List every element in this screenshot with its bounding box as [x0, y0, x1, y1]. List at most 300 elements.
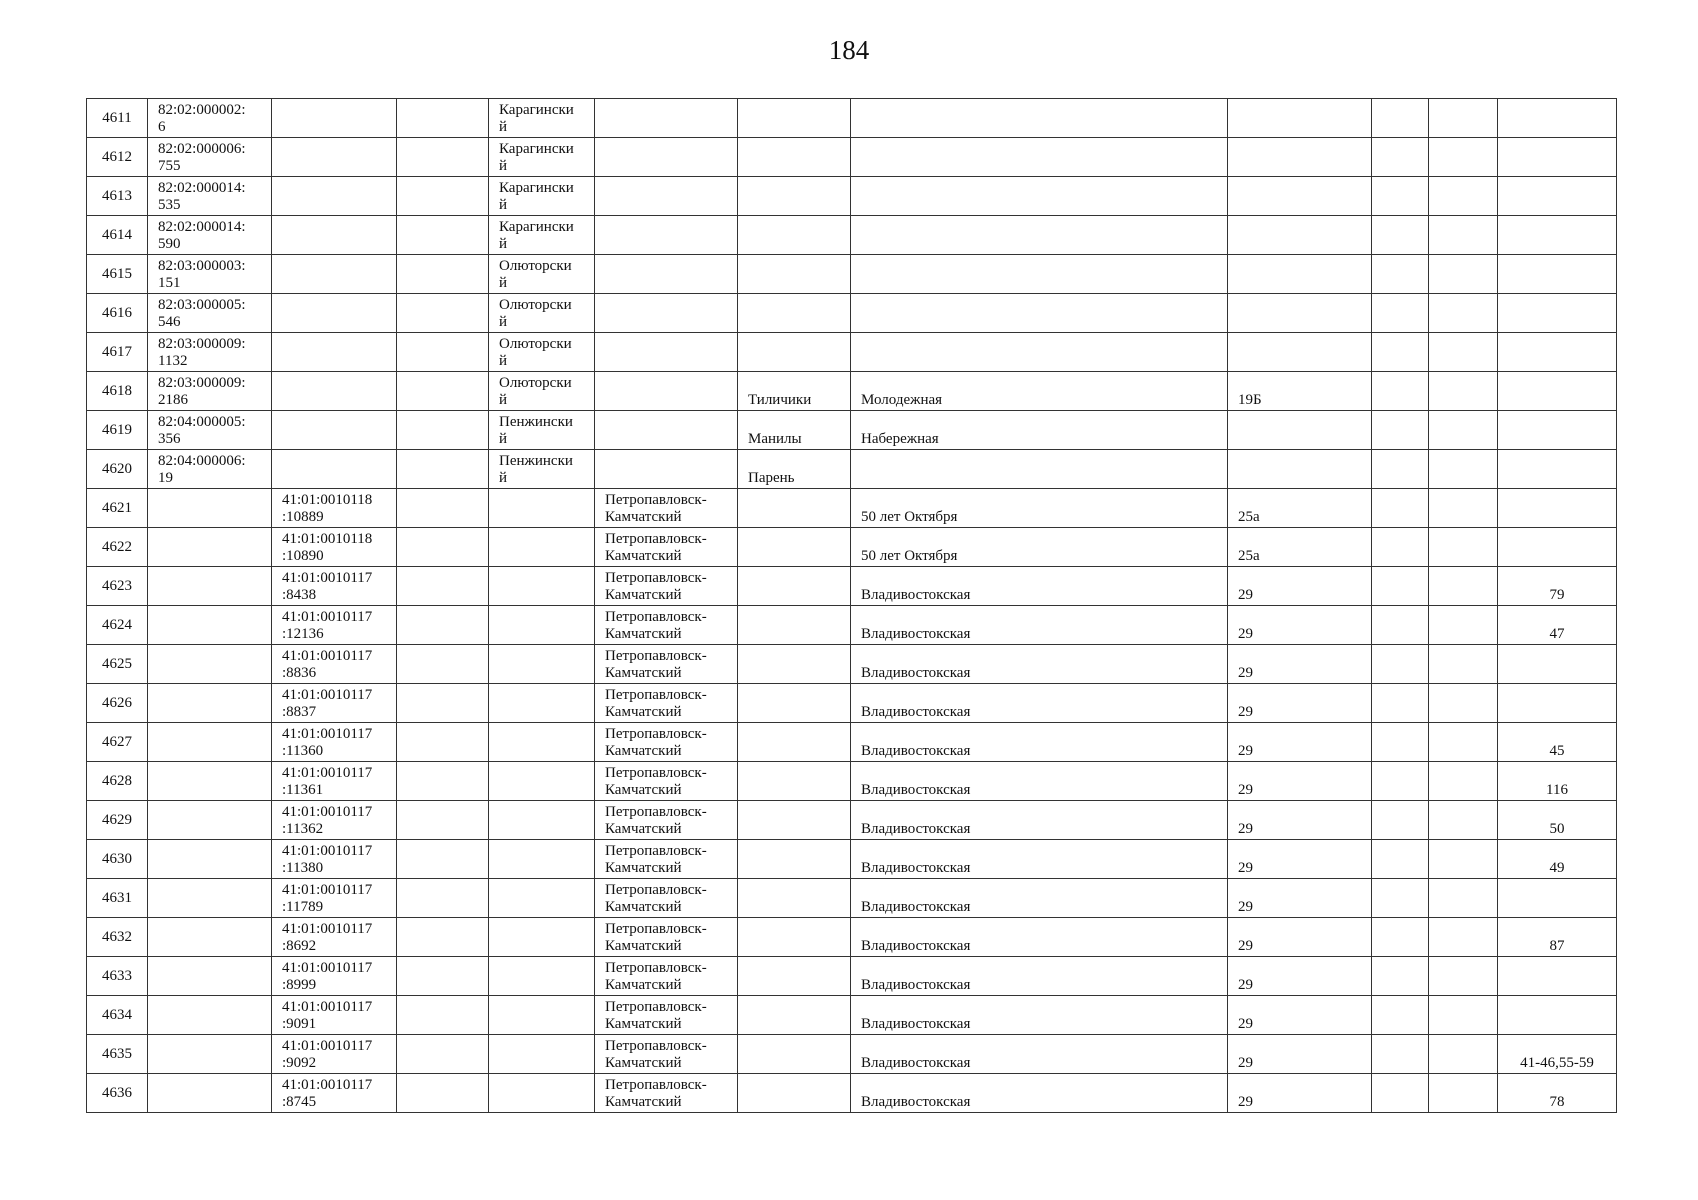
cadastral-number-cell	[272, 567, 397, 606]
extra-cell	[1429, 567, 1498, 606]
locality-cell	[738, 372, 851, 411]
locality-cell	[738, 99, 851, 138]
row-number-cell	[87, 1074, 148, 1113]
district-cell-text: Пенжински й	[499, 453, 573, 486]
table-row	[87, 957, 1617, 996]
row-number-cell-text: 4626	[102, 694, 132, 711]
settlement-cell	[595, 606, 738, 645]
locality-cell	[738, 567, 851, 606]
registry-body	[87, 99, 1617, 1113]
old-cadastral-number-cell	[148, 801, 272, 840]
settlement-cell	[595, 489, 738, 528]
cadastral-number-cell	[272, 918, 397, 957]
settlement-cell	[595, 957, 738, 996]
cadastral-number-cell	[272, 255, 397, 294]
settlement-cell-text: Петропавловск- Камчатский	[605, 1038, 707, 1071]
old-cadastral-number-cell-text: 82:04:000006: 19	[158, 453, 246, 486]
flat-cell	[1498, 918, 1617, 957]
district-cell	[489, 372, 595, 411]
old-cadastral-number-cell	[148, 918, 272, 957]
flat-cell	[1498, 879, 1617, 918]
district-cell	[489, 723, 595, 762]
building-cell	[1372, 411, 1429, 450]
empty-cell	[397, 333, 489, 372]
building-cell	[1372, 255, 1429, 294]
table-row	[87, 840, 1617, 879]
district-cell-text: Олюторски й	[499, 297, 572, 330]
district-cell	[489, 567, 595, 606]
street-cell	[851, 177, 1228, 216]
flat-cell	[1498, 411, 1617, 450]
building-cell	[1372, 333, 1429, 372]
row-number-cell-text: 4623	[102, 577, 132, 594]
flat-cell	[1498, 138, 1617, 177]
house-cell-text: 29	[1238, 977, 1253, 993]
flat-cell	[1498, 996, 1617, 1035]
district-cell	[489, 411, 595, 450]
flat-cell	[1498, 684, 1617, 723]
cadastral-number-cell	[272, 879, 397, 918]
empty-cell	[397, 450, 489, 489]
settlement-cell	[595, 1074, 738, 1113]
street-cell	[851, 723, 1228, 762]
old-cadastral-number-cell-text: 82:02:000006: 755	[158, 141, 246, 174]
cadastral-number-cell	[272, 996, 397, 1035]
old-cadastral-number-cell-text: 82:02:000014: 590	[158, 219, 246, 252]
table-row	[87, 1035, 1617, 1074]
extra-cell	[1429, 606, 1498, 645]
house-cell	[1228, 99, 1372, 138]
building-cell	[1372, 372, 1429, 411]
old-cadastral-number-cell-text: 82:03:000009: 1132	[158, 336, 246, 369]
old-cadastral-number-cell	[148, 1035, 272, 1074]
empty-cell	[397, 99, 489, 138]
building-cell	[1372, 918, 1429, 957]
empty-cell	[397, 1074, 489, 1113]
street-cell	[851, 996, 1228, 1035]
street-cell	[851, 645, 1228, 684]
old-cadastral-number-cell-text: 82:03:000009: 2186	[158, 375, 246, 408]
district-cell	[489, 606, 595, 645]
flat-cell	[1498, 567, 1617, 606]
flat-cell	[1498, 1074, 1617, 1113]
flat-cell	[1498, 723, 1617, 762]
extra-cell	[1429, 372, 1498, 411]
empty-cell	[397, 840, 489, 879]
district-cell	[489, 450, 595, 489]
empty-cell	[397, 177, 489, 216]
table-row	[87, 333, 1617, 372]
street-cell-text: Набережная	[861, 431, 939, 447]
house-cell	[1228, 177, 1372, 216]
old-cadastral-number-cell-text: 82:03:000003: 151	[158, 258, 246, 291]
locality-cell	[738, 723, 851, 762]
district-cell-text: Карагински й	[499, 219, 574, 252]
cadastral-number-cell-text: 41:01:0010117 :9091	[282, 999, 373, 1032]
old-cadastral-number-cell	[148, 411, 272, 450]
flat-cell	[1498, 762, 1617, 801]
settlement-cell-text: Петропавловск- Камчатский	[605, 765, 707, 798]
house-cell	[1228, 255, 1372, 294]
building-cell	[1372, 294, 1429, 333]
building-cell	[1372, 801, 1429, 840]
building-cell	[1372, 723, 1429, 762]
locality-cell	[738, 138, 851, 177]
flat-cell	[1498, 840, 1617, 879]
row-number-cell-text: 4629	[102, 811, 132, 828]
house-cell	[1228, 567, 1372, 606]
row-number-cell-text: 4616	[102, 304, 132, 321]
locality-cell	[738, 1035, 851, 1074]
building-cell	[1372, 879, 1429, 918]
flat-cell-text: 87	[1549, 938, 1565, 954]
old-cadastral-number-cell	[148, 138, 272, 177]
cadastral-number-cell-text: 41:01:0010117 :11789	[282, 882, 373, 915]
flat-cell-text: 45	[1549, 743, 1565, 759]
row-number-cell-text: 4625	[102, 655, 132, 672]
cadastral-number-cell-text: 41:01:0010118 :10889	[282, 492, 373, 525]
settlement-cell-text: Петропавловск- Камчатский	[605, 531, 707, 564]
building-cell	[1372, 1035, 1429, 1074]
street-cell	[851, 606, 1228, 645]
flat-cell	[1498, 255, 1617, 294]
row-number-cell-text: 4630	[102, 850, 132, 867]
house-cell-text: 29	[1238, 821, 1253, 837]
street-cell-text: Владивостокская	[861, 782, 971, 798]
cadastral-number-cell-text: 41:01:0010117 :11380	[282, 843, 373, 876]
cadastral-number-cell	[272, 840, 397, 879]
flat-cell	[1498, 294, 1617, 333]
cadastral-number-cell-text: 41:01:0010117 :8745	[282, 1077, 373, 1110]
street-cell	[851, 762, 1228, 801]
table-row	[87, 450, 1617, 489]
row-number-cell-text: 4618	[102, 382, 132, 399]
old-cadastral-number-cell	[148, 567, 272, 606]
old-cadastral-number-cell	[148, 333, 272, 372]
table-row	[87, 1074, 1617, 1113]
cadastral-number-cell	[272, 294, 397, 333]
cadastral-number-cell-text: 41:01:0010117 :11360	[282, 726, 373, 759]
settlement-cell	[595, 723, 738, 762]
cadastral-number-cell-text: 41:01:0010117 :9092	[282, 1038, 373, 1071]
row-number-cell	[87, 528, 148, 567]
street-cell-text: 50 лет Октября	[861, 509, 958, 525]
house-cell	[1228, 684, 1372, 723]
building-cell	[1372, 684, 1429, 723]
house-cell	[1228, 606, 1372, 645]
row-number-cell	[87, 411, 148, 450]
district-cell	[489, 762, 595, 801]
old-cadastral-number-cell	[148, 762, 272, 801]
district-cell	[489, 255, 595, 294]
settlement-cell	[595, 333, 738, 372]
settlement-cell	[595, 528, 738, 567]
district-cell	[489, 879, 595, 918]
row-number-cell	[87, 177, 148, 216]
street-cell	[851, 216, 1228, 255]
table-row	[87, 606, 1617, 645]
old-cadastral-number-cell-text: 82:04:000005: 356	[158, 414, 246, 447]
extra-cell	[1429, 840, 1498, 879]
house-cell	[1228, 1035, 1372, 1074]
house-cell-text: 29	[1238, 587, 1253, 603]
row-number-cell	[87, 996, 148, 1035]
cadastral-number-cell-text: 41:01:0010117 :12136	[282, 609, 373, 642]
locality-cell	[738, 606, 851, 645]
street-cell	[851, 450, 1228, 489]
row-number-cell-text: 4619	[102, 421, 132, 438]
flat-cell	[1498, 372, 1617, 411]
street-cell-text: Владивостокская	[861, 743, 971, 759]
settlement-cell	[595, 879, 738, 918]
street-cell	[851, 333, 1228, 372]
table-row	[87, 567, 1617, 606]
settlement-cell	[595, 411, 738, 450]
cadastral-number-cell	[272, 99, 397, 138]
locality-cell	[738, 801, 851, 840]
old-cadastral-number-cell	[148, 684, 272, 723]
building-cell	[1372, 996, 1429, 1035]
settlement-cell	[595, 450, 738, 489]
old-cadastral-number-cell	[148, 177, 272, 216]
cadastral-number-cell	[272, 606, 397, 645]
house-cell	[1228, 450, 1372, 489]
row-number-cell-text: 4614	[102, 226, 132, 243]
cadastral-number-cell	[272, 177, 397, 216]
street-cell-text: Владивостокская	[861, 626, 971, 642]
old-cadastral-number-cell	[148, 99, 272, 138]
cadastral-number-cell	[272, 333, 397, 372]
empty-cell	[397, 996, 489, 1035]
house-cell	[1228, 645, 1372, 684]
building-cell	[1372, 138, 1429, 177]
cadastral-number-cell	[272, 762, 397, 801]
locality-cell	[738, 762, 851, 801]
locality-cell	[738, 333, 851, 372]
flat-cell	[1498, 177, 1617, 216]
building-cell	[1372, 957, 1429, 996]
house-cell	[1228, 801, 1372, 840]
street-cell-text: Владивостокская	[861, 704, 971, 720]
district-cell	[489, 333, 595, 372]
district-cell-text: Карагински й	[499, 102, 574, 135]
settlement-cell-text: Петропавловск- Камчатский	[605, 570, 707, 603]
flat-cell	[1498, 1035, 1617, 1074]
street-cell	[851, 528, 1228, 567]
extra-cell	[1429, 450, 1498, 489]
building-cell	[1372, 1074, 1429, 1113]
row-number-cell-text: 4628	[102, 772, 132, 789]
row-number-cell-text: 4632	[102, 928, 132, 945]
row-number-cell-text: 4624	[102, 616, 132, 633]
street-cell	[851, 99, 1228, 138]
empty-cell	[397, 372, 489, 411]
house-cell	[1228, 723, 1372, 762]
district-cell	[489, 294, 595, 333]
building-cell	[1372, 762, 1429, 801]
flat-cell-text: 116	[1546, 782, 1568, 798]
house-cell	[1228, 372, 1372, 411]
settlement-cell	[595, 99, 738, 138]
locality-cell	[738, 216, 851, 255]
table-row	[87, 411, 1617, 450]
district-cell-text: Карагински й	[499, 180, 574, 213]
old-cadastral-number-cell	[148, 528, 272, 567]
table-row	[87, 645, 1617, 684]
table-row	[87, 996, 1617, 1035]
house-cell	[1228, 489, 1372, 528]
row-number-cell	[87, 216, 148, 255]
table-row	[87, 99, 1617, 138]
district-cell	[489, 801, 595, 840]
extra-cell	[1429, 1074, 1498, 1113]
extra-cell	[1429, 411, 1498, 450]
street-cell	[851, 411, 1228, 450]
building-cell	[1372, 528, 1429, 567]
district-cell	[489, 645, 595, 684]
street-cell	[851, 879, 1228, 918]
house-cell	[1228, 957, 1372, 996]
table-row	[87, 918, 1617, 957]
extra-cell	[1429, 255, 1498, 294]
extra-cell	[1429, 528, 1498, 567]
district-cell	[489, 1035, 595, 1074]
flat-cell	[1498, 489, 1617, 528]
district-cell	[489, 840, 595, 879]
flat-cell-text: 41-46,55-59	[1520, 1055, 1594, 1071]
district-cell	[489, 1074, 595, 1113]
locality-cell	[738, 255, 851, 294]
street-cell	[851, 372, 1228, 411]
row-number-cell	[87, 99, 148, 138]
district-cell	[489, 489, 595, 528]
row-number-cell-text: 4617	[102, 343, 132, 360]
settlement-cell	[595, 684, 738, 723]
settlement-cell	[595, 840, 738, 879]
empty-cell	[397, 957, 489, 996]
settlement-cell	[595, 1035, 738, 1074]
building-cell	[1372, 450, 1429, 489]
locality-cell-text: Тиличики	[748, 392, 812, 408]
registry-table	[86, 98, 1617, 1113]
district-cell	[489, 684, 595, 723]
extra-cell	[1429, 177, 1498, 216]
settlement-cell	[595, 645, 738, 684]
row-number-cell-text: 4636	[102, 1084, 132, 1101]
row-number-cell	[87, 294, 148, 333]
extra-cell	[1429, 294, 1498, 333]
house-cell-text: 29	[1238, 626, 1253, 642]
row-number-cell	[87, 372, 148, 411]
empty-cell	[397, 138, 489, 177]
row-number-cell	[87, 645, 148, 684]
settlement-cell-text: Петропавловск- Камчатский	[605, 726, 707, 759]
extra-cell	[1429, 1035, 1498, 1074]
house-cell-text: 19Б	[1238, 392, 1262, 408]
row-number-cell-text: 4631	[102, 889, 132, 906]
settlement-cell	[595, 294, 738, 333]
extra-cell	[1429, 723, 1498, 762]
locality-cell	[738, 177, 851, 216]
settlement-cell-text: Петропавловск- Камчатский	[605, 921, 707, 954]
cadastral-number-cell-text: 41:01:0010117 :11361	[282, 765, 373, 798]
house-cell	[1228, 294, 1372, 333]
street-cell-text: Владивостокская	[861, 938, 971, 954]
table-row	[87, 801, 1617, 840]
row-number-cell	[87, 333, 148, 372]
cadastral-number-cell	[272, 411, 397, 450]
street-cell	[851, 840, 1228, 879]
street-cell-text: Владивостокская	[861, 665, 971, 681]
house-cell	[1228, 138, 1372, 177]
extra-cell	[1429, 996, 1498, 1035]
table-row	[87, 879, 1617, 918]
empty-cell	[397, 411, 489, 450]
old-cadastral-number-cell	[148, 645, 272, 684]
extra-cell	[1429, 138, 1498, 177]
street-cell-text: Молодежная	[861, 392, 943, 408]
locality-cell	[738, 918, 851, 957]
house-cell-text: 29	[1238, 665, 1253, 681]
table-row	[87, 177, 1617, 216]
row-number-cell-text: 4612	[102, 148, 132, 165]
cadastral-number-cell	[272, 645, 397, 684]
street-cell-text: Владивостокская	[861, 1094, 971, 1110]
flat-cell	[1498, 801, 1617, 840]
locality-cell	[738, 996, 851, 1035]
district-cell	[489, 99, 595, 138]
street-cell	[851, 1074, 1228, 1113]
cadastral-number-cell-text: 41:01:0010117 :8438	[282, 570, 373, 603]
row-number-cell-text: 4613	[102, 187, 132, 204]
locality-cell-text: Парень	[748, 470, 795, 486]
empty-cell	[397, 489, 489, 528]
empty-cell	[397, 879, 489, 918]
row-number-cell	[87, 918, 148, 957]
house-cell	[1228, 996, 1372, 1035]
cadastral-number-cell	[272, 1035, 397, 1074]
street-cell	[851, 255, 1228, 294]
settlement-cell-text: Петропавловск- Камчатский	[605, 843, 707, 876]
house-cell-text: 29	[1238, 782, 1253, 798]
building-cell	[1372, 99, 1429, 138]
old-cadastral-number-cell	[148, 996, 272, 1035]
locality-cell	[738, 957, 851, 996]
old-cadastral-number-cell	[148, 957, 272, 996]
house-cell-text: 29	[1238, 899, 1253, 915]
row-number-cell	[87, 450, 148, 489]
street-cell-text: Владивостокская	[861, 860, 971, 876]
extra-cell	[1429, 957, 1498, 996]
district-cell-text: Пенжински й	[499, 414, 573, 447]
table-row	[87, 684, 1617, 723]
row-number-cell	[87, 684, 148, 723]
cadastral-number-cell	[272, 723, 397, 762]
empty-cell	[397, 294, 489, 333]
street-cell	[851, 684, 1228, 723]
house-cell	[1228, 840, 1372, 879]
cadastral-number-cell	[272, 528, 397, 567]
locality-cell	[738, 879, 851, 918]
street-cell	[851, 1035, 1228, 1074]
flat-cell	[1498, 333, 1617, 372]
row-number-cell-text: 4634	[102, 1006, 132, 1023]
locality-cell	[738, 294, 851, 333]
old-cadastral-number-cell	[148, 216, 272, 255]
house-cell	[1228, 918, 1372, 957]
table-row	[87, 723, 1617, 762]
district-cell-text: Олюторски й	[499, 258, 572, 291]
